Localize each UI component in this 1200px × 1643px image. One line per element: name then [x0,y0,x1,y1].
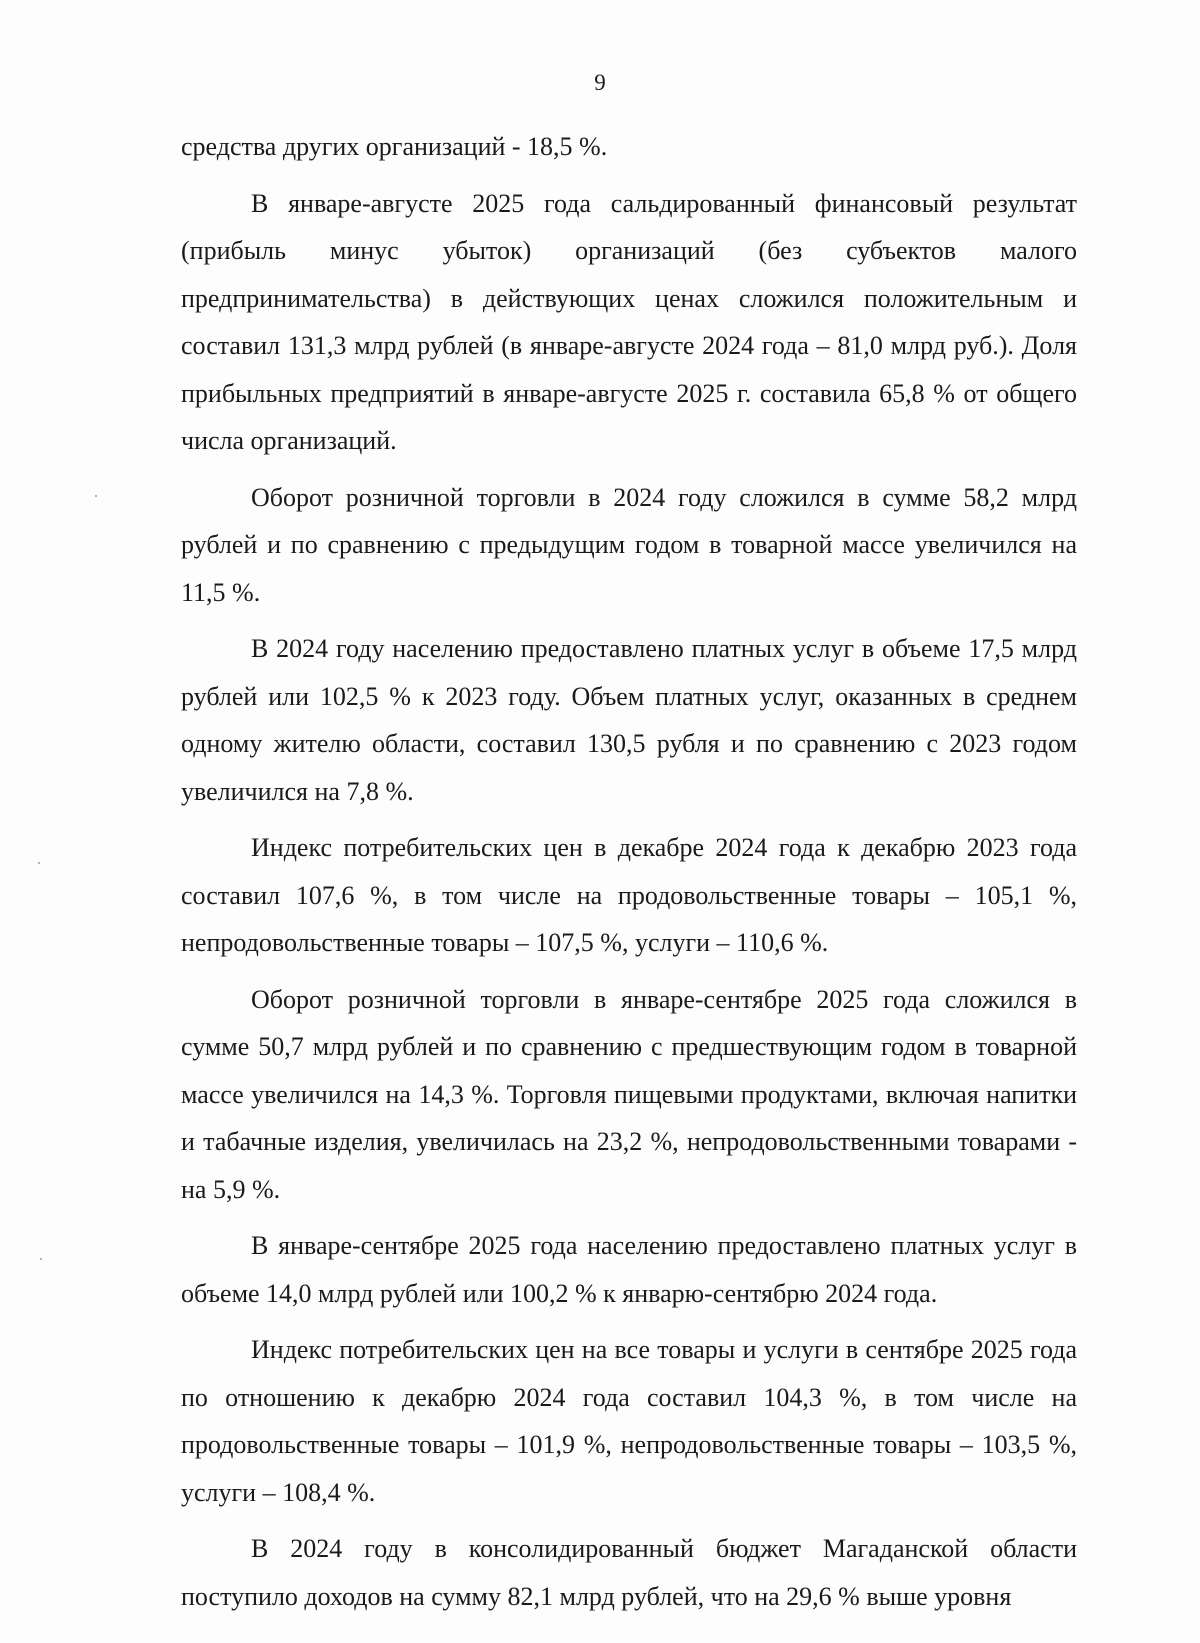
paragraph-retail-turnover-2025: Оборот розничной торговли в январе-сентябре 2025 года сложился в сумме 50,7 млрд рублей и по сравнению с предшествующим годом в товарной массе увеличился на 14,3 %. Торговля пищевыми продуктами, включая напитки и табачные изделия, увеличилась на 23,2 %, непродовольственными товарами - на 5,9 %. [181,984,1077,1204]
document-body [181,123,1077,1629]
scan-speck [40,1258,42,1260]
paragraph-retail-turnover-2024: Оборот розничной торговли в 2024 году сложился в сумме 58,2 млрд рублей и по сравнению с предыдущим годом в товарной массе увеличился на 11,5 %. [181,482,1077,607]
page-number: 9 [594,70,606,95]
scan-speck [38,862,40,864]
paragraph-continued: средства других организаций - 18,5 %. [181,132,608,161]
paragraph-consolidated-budget: В 2024 году в консолидированный бюджет Магаданской области поступило доходов на сумму 82,1 млрд рублей, что на 29,6 % выше уровня [181,1534,1077,1611]
paragraph-financial-result: В январе-августе 2025 года сальдированный финансовый результат (прибыль минус убыток) организаций (без субъектов малого предпринимательства) в действующих ценах сложился положительным и составил 131,3 млрд рублей (в январе-августе 2024 года – 81,0 млрд руб.). Доля прибыльных предприятий в январе-августе 2025 г. составила 65,8 % от общего числа организаций. [181,188,1077,455]
paragraph-cpi-2024: Индекс потребительских цен в декабре 2024 года к декабрю 2023 года составил 107,6 %, в том числе на продовольственные товары – 105,1 %, непродовольственные товары – 107,5 %, услуги – 110,6 %. [181,833,1077,957]
scan-speck [95,495,97,497]
paragraph-paid-services-2025: В январе-сентябре 2025 года населению предоставлено платных услуг в объеме 14,0 млрд рублей или 100,2 % к январю-сентябрю 2024 года. [181,1231,1077,1308]
paragraph-paid-services-2024: В 2024 году населению предоставлено платных услуг в объеме 17,5 млрд рублей или 102,5 % к 2023 году. Объем платных услуг, оказанных в среднем одному жителю области, составил 130,5 рубля и по сравнению с 2023 годом увеличился на 7,8 %. [181,634,1077,806]
paragraph-cpi-2025: Индекс потребительских цен на все товары и услуги в сентябре 2025 года по отношению к декабрю 2024 года составил 104,3 %, в том числе на продовольственные товары – 101,9 %, непродовольственные товары – 103,5 %, услуги – 108,4 %. [181,1335,1077,1507]
